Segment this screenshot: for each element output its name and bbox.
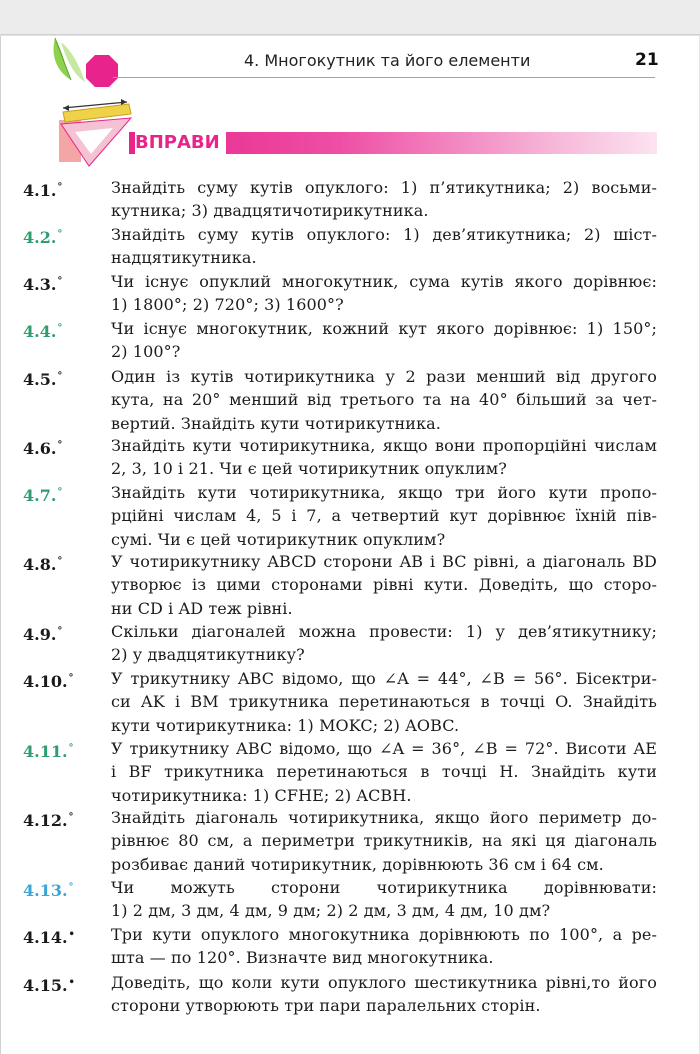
running-title: 4. Многокутник та його елементи xyxy=(244,51,531,70)
exercise-number-text: 4.5. xyxy=(23,370,57,389)
exercise-line: Чи існує многокутник, кожний кут якого дорівнює: 1) 150°; xyxy=(111,319,657,338)
exercise-number-text: 4.3. xyxy=(23,275,57,294)
exercise-line: У чотирикутнику ABCD сторони AB і BC рівні, а діагональ BD xyxy=(111,552,657,571)
exercise-number-text: 4.7. xyxy=(23,486,57,505)
difficulty-mark: ° xyxy=(57,323,63,334)
exercise-number xyxy=(23,876,111,902)
page-header xyxy=(1,36,699,88)
exercise-line: У трикутнику ABC відомо, що ∠A = 36°, ∠B = 72°. Висоти AE xyxy=(111,739,657,758)
exercise-line: 1) 2 дм, 3 дм, 4 дм, 9 дм; 2) 2 дм, 3 дм, 4 дм, 10 дм? xyxy=(111,901,551,921)
header-divider xyxy=(113,77,655,78)
exercise-number-text: 4.15. xyxy=(23,976,68,995)
exercise-line: кута, на 20° менший від третього та на 40° більший за чет- xyxy=(111,390,657,410)
difficulty-mark: ° xyxy=(57,371,63,382)
exercise-line: розбиває даний чотирикутник, дорівнюють 36 см і 64 см. xyxy=(111,854,604,874)
difficulty-mark: • xyxy=(68,977,75,988)
exercise-number-text: 4.14. xyxy=(23,928,68,947)
exercise-line: Знайдіть кути чотирикутника, якщо три його кути пропо- xyxy=(111,483,657,502)
exercise-line: чотирикутника: 1) CFHE; 2) ACBH. xyxy=(111,785,412,805)
exercise-line: Три кути опуклого многокутника дорівнюють по 100°, а ре- xyxy=(111,925,657,944)
exercise-line: Чи існує опуклий многокутник, сума кутів якого дорівнює: xyxy=(111,272,657,291)
book-page xyxy=(0,36,699,1054)
exercise-number xyxy=(23,434,111,460)
difficulty-mark: • xyxy=(68,929,75,940)
exercise-number xyxy=(23,365,111,391)
exercise-line: кутника; 3) двадцятичотирикутника. xyxy=(111,201,429,221)
exercise-line: утворює із цими сторонами рівні кути. Доведіть, що сторо- xyxy=(111,575,657,595)
exercise-line: кути чотирикутника: 1) MOKC; 2) AOBC. xyxy=(111,715,460,735)
difficulty-mark: ° xyxy=(68,673,74,684)
page-number: 21 xyxy=(635,50,659,70)
exercise-line: 2) у двадцятикутнику? xyxy=(111,645,305,665)
exercise-line: Чи можуть сторони чотирикутника дорівнювати: xyxy=(111,878,657,897)
exercise-number xyxy=(23,550,111,576)
viewer-toolbar xyxy=(0,0,700,35)
exercise-number-text: 4.9. xyxy=(23,625,57,644)
exercise-line: Скільки діагоналей можна провести: 1) у дев’ятикутнику; xyxy=(111,622,657,641)
exercise-line: ни CD і AD теж рівні. xyxy=(111,598,293,618)
difficulty-mark: ° xyxy=(57,626,63,637)
exercise-number xyxy=(23,667,111,693)
difficulty-mark: ° xyxy=(68,882,74,893)
triangle-ruler-icon xyxy=(55,98,135,170)
exercise-number xyxy=(23,270,111,296)
exercise-line: і BF трикутника перетинаються в точці H. Знайдіть кути xyxy=(111,762,657,782)
exercise-number xyxy=(23,223,111,249)
exercise-number xyxy=(23,620,111,646)
exercise-number xyxy=(23,806,111,832)
difficulty-mark: ° xyxy=(57,487,63,498)
exercise-line: сторони утворюють три пари паралельних сторін. xyxy=(111,996,541,1016)
exercise-number-text: 4.10. xyxy=(23,672,68,691)
exercise-line: рційні числам 4, 5 і 7, а четвертий кут дорівнює їхній пів- xyxy=(111,506,657,526)
difficulty-mark: ° xyxy=(68,812,74,823)
exercise-line: 2) 100°? xyxy=(111,342,181,362)
exercise-line: сумі. Чи є цей чотирикутник опуклим? xyxy=(111,529,446,549)
exercise-line: 2, 3, 10 і 21. Чи є цей чотирикутник опуклим? xyxy=(111,459,507,479)
exercise-number-text: 4.11. xyxy=(23,742,68,761)
difficulty-mark: ° xyxy=(68,743,74,754)
exercise-line: надцятикутника. xyxy=(111,248,257,268)
exercise-line: Знайдіть діагональ чотирикутника, якщо його периметр до- xyxy=(111,808,657,827)
difficulty-mark: ° xyxy=(57,556,63,567)
exercise-number xyxy=(23,971,111,997)
exercise-number-text: 4.6. xyxy=(23,439,57,458)
exercise-line: 1) 1800°; 2) 720°; 3) 1600°? xyxy=(111,295,344,315)
exercise-number xyxy=(23,923,111,949)
exercise-line: Знайдіть суму кутів опуклого: 1) дев’ятикутника; 2) шіст- xyxy=(111,225,657,244)
difficulty-mark: ° xyxy=(57,182,63,193)
exercise-number-text: 4.12. xyxy=(23,811,68,830)
section-title: ВПРАВИ xyxy=(135,132,226,154)
exercise-line: Знайдіть суму кутів опуклого: 1) п’ятикутника; 2) восьми- xyxy=(111,178,657,197)
exercise-number-text: 4.4. xyxy=(23,322,57,341)
exercise-number-text: 4.2. xyxy=(23,228,57,247)
exercise-number xyxy=(23,317,111,343)
exercise-line: вертий. Знайдіть кути чотирикутника. xyxy=(111,413,441,433)
difficulty-mark: ° xyxy=(57,276,63,287)
exercise-number xyxy=(23,481,111,507)
exercise-number-text: 4.8. xyxy=(23,555,57,574)
difficulty-mark: ° xyxy=(57,440,63,451)
exercise-number-text: 4.1. xyxy=(23,181,57,200)
exercise-line: си AK і BM трикутника перетинаються в точці O. Знайдіть xyxy=(111,692,657,712)
exercise-line: Один із кутів чотирикутника у 2 рази менший від другого xyxy=(111,367,657,386)
exercise-number-text: 4.13. xyxy=(23,881,68,900)
exercise-line: шта — по 120°. Визначте вид многокутника. xyxy=(111,948,494,968)
exercise-line: Доведіть, що коли кути опуклого шестикутника рівні,то його xyxy=(111,973,657,992)
exercise-number xyxy=(23,737,111,763)
exercise-line: Знайдіть кути чотирикутника, якщо вони пропорційні числам xyxy=(111,436,657,455)
octagon-icon xyxy=(85,54,119,88)
exercise-line: У трикутнику ABC відомо, що ∠A = 44°, ∠B = 56°. Бісектри- xyxy=(111,669,657,688)
exercise-number xyxy=(23,176,111,202)
leaf-decoration-icon xyxy=(49,36,89,84)
difficulty-mark: ° xyxy=(57,229,63,240)
exercise-line: рівнює 80 см, а периметри трикутників, на які ця діагональ xyxy=(111,831,657,851)
